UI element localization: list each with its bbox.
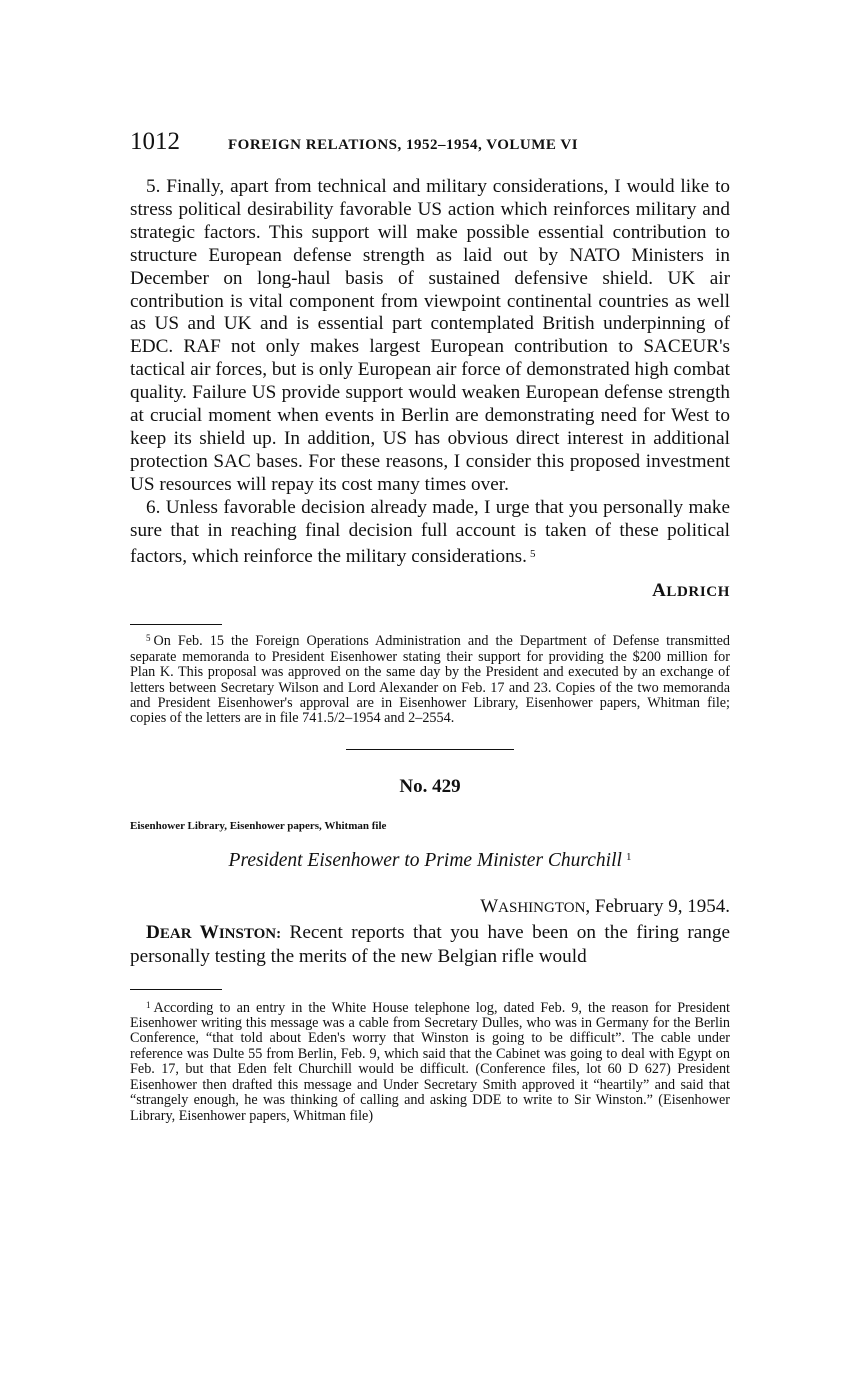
footnote-5-marker: 5 [146,633,151,644]
running-head [130,128,730,164]
paragraph-6-text: 6. Unless favorable decision already made, I urge that you personally make sure that in reaching final decision full account is taken of these political factors, which reinforce the military considerations. [130,496,730,567]
letter-opening-text: Recent reports that you have been on the firing range personally testing the merits of the new Belgian rifle would [130,921,730,967]
salutation [146,922,281,943]
footnote-5-text: On Feb. 15 the Foreign Operations Administration and the Department of Defense transmitted separate memoranda to President Eisenhower stating their support for providing the $200 million for Plan K. This proposal was approved on the same day by the President and executed by an exchange of letters between Secretary Wilson and Lord Alexander on Feb. 17 and 23. Copies of the two memoranda and President Eisenhower's approval are in Eisenhower Library, Eisenhower papers, Whitman file; copies of the letters are in file 741.5/2–1954 and 2–2554. [130,633,730,727]
document-number: No. 429 [399,775,461,797]
signature-initial: A [652,580,667,602]
footnote-1-text: According to an entry in the White House telephone log, dated Feb. 9, the reason for President Eisenhower writing this message was a cable from Secretary Dulles, who was in Germany for the Berlin Conference, “that told about Eden's worry that Winston is going to be difficult”. The cable under reference was Dulte 55 from Berlin, Feb. 9, which said that the Cabinet was going to deal with Egypt on Feb. 17, but that Eden felt Churchill would be difficult. (Conference files, lot 60 D 627) President Eisenhower then drafted this message and Under Secretary Smith approved it “heartily” and said that “strangely enough, he was thinking of calling and asking DDE to write to Sir Winston.” (Eisenhower Library, Eisenhower papers, Whitman file) [130,999,730,1124]
salutation-ear: EAR [159,925,192,942]
letter-opening [130,922,730,969]
paragraph-6 [130,497,730,569]
dateline-date: , February 9, 1954. [585,895,730,917]
footnote-rule-2 [130,989,222,990]
running-title: FOREIGN RELATIONS, 1952–1954, VOLUME VI [228,137,579,153]
document-title [130,850,730,872]
dateline-place: ASHINGTON [498,899,586,916]
footnote-rule [130,624,222,625]
section-separator [346,749,514,750]
dateline-initial: W [480,895,499,917]
document-source: Eisenhower Library, Eisenhower papers, Whitman file [130,819,387,832]
paragraph-5-text: 5. Finally, apart from technical and military considerations, I would like to stress political desirability favorable US action which reinforces military and strategic factors. This support will make possible essential contribution to structure European defense strength as laid out by NATO Ministers in December on long-haul basis of sustained defensive shield. UK air contribution is vital component from viewpoint continental countries as well as US and UK and is essential part contemplated British underpinning of EDC. RAF not only makes largest European contribution to SACEUR's tactical air forces, but is only European air force of demonstrated high combat quality. Failure US provide support would weaken European defense strength at crucial moment when events in Berlin are demonstrating need for West to keep its shield up. In addition, US has obvious direct interest in additional protection SAC bases. For these reasons, I consider this proposed investment US resources will repay its cost many times over. [130,176,730,495]
dateline [130,896,730,918]
document-page [130,128,730,1124]
salutation-inston: INSTON: [218,925,282,942]
signature [130,580,730,602]
salutation-w: W [199,921,219,943]
footnote-ref-1[interactable]: 1 [625,850,632,863]
footnote-5 [130,631,730,726]
signature-rest: LDRICH [666,584,730,601]
paragraph-5 [130,176,730,497]
salutation-d: D [146,921,160,943]
footnote-ref-5[interactable]: 5 [529,547,536,560]
document-title-text: President Eisenhower to Prime Minister Churchill [228,849,622,871]
page-number: 1012 [130,128,180,155]
footnote-1 [130,998,730,1124]
footnote-1-marker: 1 [146,999,151,1010]
